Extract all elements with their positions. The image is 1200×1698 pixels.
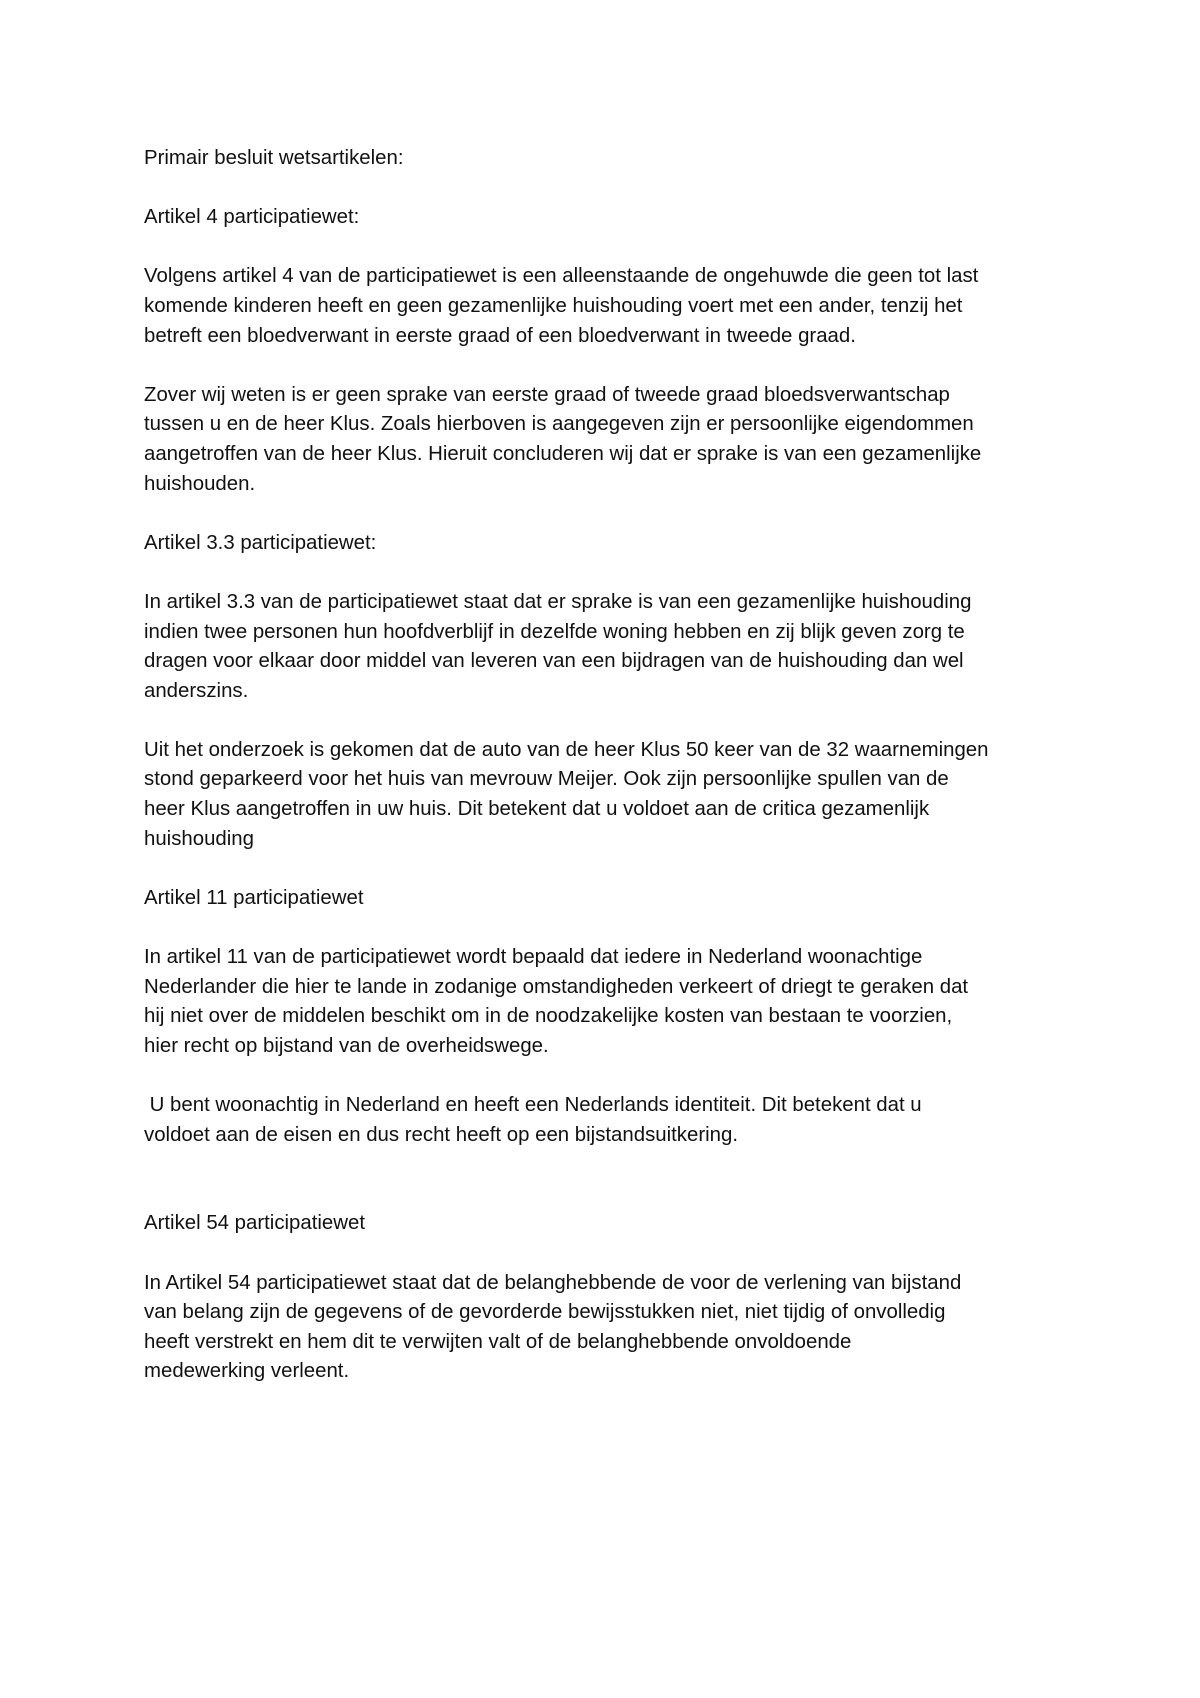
article-3-3-paragraph-2-line: huishouding <box>144 827 254 850</box>
article-3-3-paragraph-2-line: Uit het onderzoek is gekomen dat de auto van de heer Klus 50 keer van de 32 waarnemingen <box>144 738 989 761</box>
article-3-3-title: Artikel 3.3 participatiewet: <box>144 531 377 554</box>
article-11-paragraph-1-line: hij niet over de middelen beschikt om in de noodzakelijke kosten van bestaan te voorzien, <box>144 1005 953 1028</box>
article-3-3-paragraph-1-line: indien twee personen hun hoofdverblijf in dezelfde woning hebben en zij blijk geven zorg te <box>144 620 965 643</box>
article-4-paragraph-2-line: aangetroffen van de heer Klus. Hieruit concluderen wij dat er sprake is van een gezamenlijke <box>144 442 982 465</box>
article-11-title: Artikel 11 participatiewet <box>144 886 364 909</box>
article-4-paragraph-1-line: komende kinderen heeft en geen gezamenlijke huishouding voert met een ander, tenzij het <box>144 294 963 317</box>
article-11-paragraph-2-line: U bent woonachtig in Nederland en heeft een Nederlands identiteit. Dit betekent dat u <box>144 1094 922 1116</box>
article-3-3-paragraph-2-line: heer Klus aangetroffen in uw huis. Dit betekent dat u voldoet aan de critica gezamenlijk <box>144 798 930 821</box>
article-4-title: Artikel 4 participatiewet: <box>144 206 360 229</box>
article-11-paragraph-2-line: voldoet aan de eisen en dus recht heeft op een bijstandsuitkering. <box>144 1123 739 1146</box>
article-3-3-paragraph-1-line: dragen voor elkaar door middel van leveren van een bijdragen van de huishouding dan wel <box>144 650 964 673</box>
article-54-paragraph-1-line: medewerking verleent. <box>144 1360 350 1383</box>
article-3-3-paragraph-1-line: anderszins. <box>144 679 249 702</box>
article-4-paragraph-2-line: Zover wij weten is er geen sprake van eerste graad of tweede graad bloedsverwantschap <box>144 383 950 406</box>
article-4-paragraph-2-line: huishouden. <box>144 472 256 495</box>
article-3-3-paragraph-2-line: stond geparkeerd voor het huis van mevrouw Meijer. Ook zijn persoonlijke spullen van de <box>144 768 949 791</box>
document-body <box>144 144 1064 1387</box>
article-11-paragraph-1-line: In artikel 11 van de participatiewet wordt bepaald dat iedere in Nederland woonachtige <box>144 946 923 969</box>
article-4-paragraph-1-line: betreft een bloedverwant in eerste graad of een bloedverwant in tweede graad. <box>144 324 856 347</box>
article-11-paragraph-1-line: hier recht op bijstand van de overheidswege. <box>144 1034 549 1057</box>
article-54-title: Artikel 54 participatiewet <box>144 1212 366 1235</box>
article-4-paragraph-2-line: tussen u en de heer Klus. Zoals hierboven is aangegeven zijn er persoonlijke eigendommen <box>144 413 974 436</box>
article-54-paragraph-1-line: van belang zijn de gegevens of de gevorderde bewijsstukken niet, niet tijdig of onvolledig <box>144 1301 946 1324</box>
article-11-paragraph-1-line: Nederlander die hier te lande in zodanige omstandigheden verkeert of driegt te geraken dat <box>144 975 969 998</box>
article-54-paragraph-1-line: heeft verstrekt en hem dit te verwijten valt of de belanghebbende onvoldoende <box>144 1330 852 1353</box>
article-54-paragraph-1-line: In Artikel 54 participatiewet staat dat de belanghebbende de voor de verlening van bijstand <box>144 1271 962 1294</box>
document-heading: Primair besluit wetsartikelen: <box>144 147 404 169</box>
article-4-paragraph-1-line: Volgens artikel 4 van de participatiewet is een alleenstaande de ongehuwde die geen tot last <box>144 265 979 288</box>
article-3-3-paragraph-1-line: In artikel 3.3 van de participatiewet staat dat er sprake is van een gezamenlijke huishouding <box>144 590 972 613</box>
